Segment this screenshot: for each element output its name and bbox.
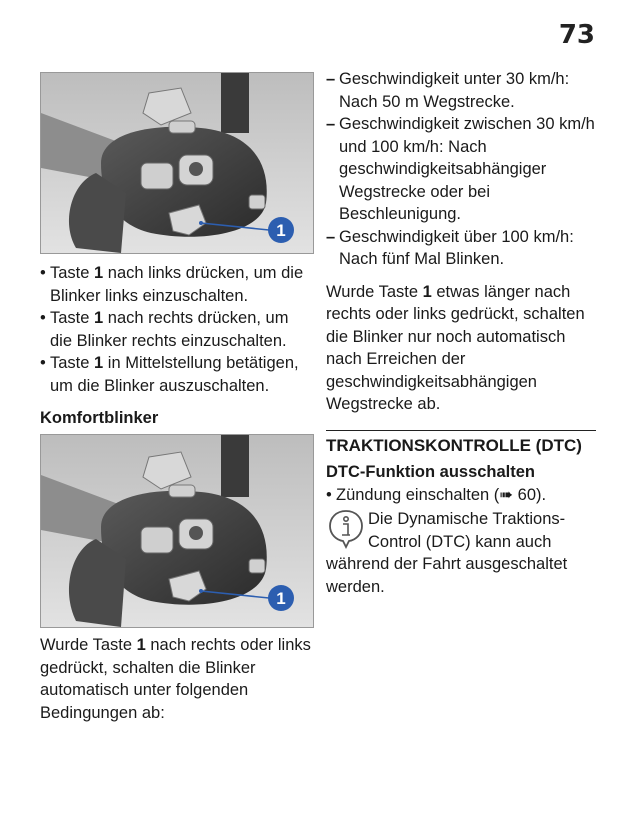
dash-marker: – xyxy=(326,70,336,88)
page-number: 73 xyxy=(558,20,595,50)
bullet-dot: • xyxy=(40,264,46,282)
info-icon xyxy=(326,508,366,550)
dash-marker: – xyxy=(326,115,336,133)
list-item: – Geschwindigkeit unter 30 km/h: Nach 50 m Wegstrecke. xyxy=(326,70,570,111)
komfortblinker-paragraph: Wurde Taste 1 nach rechts oder links gedrückt, schalten die Blinker automatisch unter folgenden Bedingungen ab: xyxy=(40,636,311,722)
bullet-dot: • xyxy=(40,309,46,327)
longer-press-paragraph: Wurde Taste 1 etwas länger nach rechts oder links gedrückt, schalten die Blinker nur noch automatisch nach Erreichen der geschwindigkeitsabhängigen Wegstrecke ab. xyxy=(326,282,585,413)
komfortblinker-heading: Komfortblinker xyxy=(40,409,159,427)
list-item: • Taste 1 in Mittelstellung betätigen, um die Blinker auszuschalten. xyxy=(40,354,299,395)
blinker-bullet-list xyxy=(40,262,312,397)
right-column xyxy=(326,68,596,598)
left-column xyxy=(40,72,312,724)
list-item: – Geschwindigkeit zwischen 30 km/h und 100 km/h: Nach geschwindigkeitsabhängiger Wegstrecke oder bei Beschleunigung. xyxy=(326,115,595,223)
subsection-title: DTC-Funktion ausschalten xyxy=(326,462,536,481)
list-item: • Zündung einschalten (➠ 60). xyxy=(326,484,596,507)
conditions-list xyxy=(326,68,596,271)
figure-callout-1: 1 xyxy=(276,589,286,608)
list-item: • Taste 1 nach links drücken, um die Blinker links einzuschalten. xyxy=(40,264,304,305)
list-item: – Geschwindigkeit über 100 km/h: Nach fünf Mal Blinken. xyxy=(326,227,574,268)
bullet-dot: • xyxy=(40,354,46,372)
info-note xyxy=(326,508,596,598)
handlebar-switch-photo-2 xyxy=(40,434,314,628)
list-item: • Taste 1 nach rechts drücken, um die Blinker rechts einzuschalten. xyxy=(40,309,289,350)
handlebar-switch-illustration xyxy=(41,73,313,253)
figure-callout-1: 1 xyxy=(276,221,286,240)
handlebar-switch-illustration-2 xyxy=(41,435,313,627)
section-title: TRAKTIONSKONTROLLE (DTC) xyxy=(326,435,582,455)
bullet-dot: • xyxy=(326,485,332,504)
dash-marker: – xyxy=(326,227,336,246)
info-text: Die Dynamische Traktions-Control (DTC) kann auch während der Fahrt ausgeschaltet werden. xyxy=(326,510,568,596)
handlebar-switch-photo xyxy=(40,72,314,254)
section-divider xyxy=(326,430,596,431)
dtc-bullet-list xyxy=(326,484,596,507)
